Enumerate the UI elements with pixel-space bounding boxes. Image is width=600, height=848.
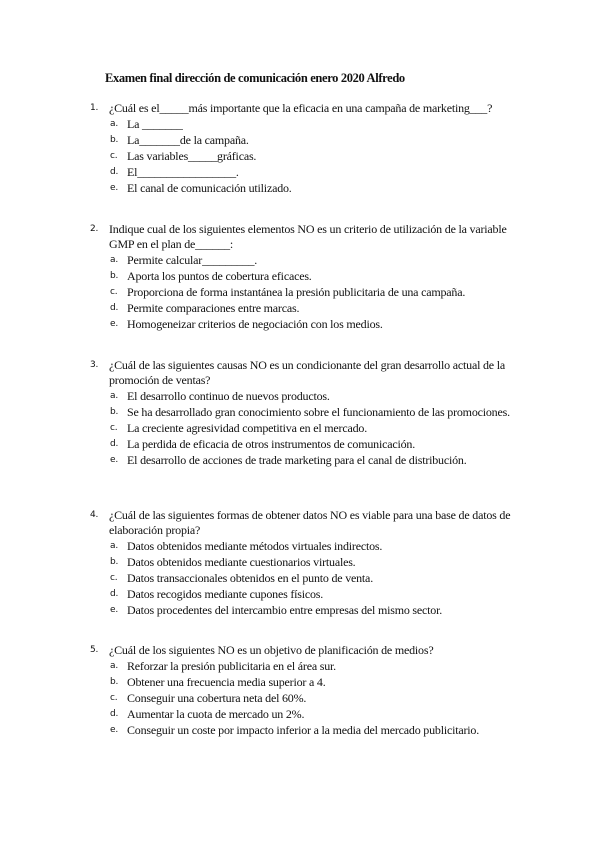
question-header <box>90 508 530 538</box>
question-header <box>90 643 530 658</box>
option-b <box>90 555 530 570</box>
question-header <box>90 222 530 252</box>
option-letter: b. <box>110 407 119 417</box>
option-letter: e. <box>110 319 118 329</box>
option-letter: a. <box>110 541 118 551</box>
option-letter: e. <box>110 725 118 735</box>
option-text: Datos obtenidos mediante métodos virtuales indirectos. <box>127 539 383 553</box>
option-b <box>90 675 530 690</box>
option-letter: e. <box>110 183 118 193</box>
option-c <box>90 571 530 586</box>
question-text: ¿Cuál de las siguientes causas NO es un condicionante del gran desarrollo actual de la promoción de ventas? <box>109 358 505 387</box>
option-text: El_________________. <box>127 165 239 179</box>
option-a <box>90 659 530 674</box>
option-a <box>90 389 530 404</box>
option-text: Conseguir un coste por impacto inferior a la media del mercado publicitario. <box>127 723 480 737</box>
question-2 <box>90 222 530 333</box>
option-b <box>90 269 530 284</box>
option-d <box>90 707 530 722</box>
option-e <box>90 723 530 738</box>
option-d <box>90 587 530 602</box>
option-letter: e. <box>110 455 118 465</box>
option-a <box>90 253 530 268</box>
option-list <box>90 539 530 618</box>
option-letter: c. <box>110 693 118 703</box>
option-letter: d. <box>110 303 119 313</box>
option-c <box>90 691 530 706</box>
option-b <box>90 405 530 420</box>
question-number: 5. <box>90 645 99 655</box>
option-text: La _______ <box>127 117 183 131</box>
option-text: Datos recogidos mediante cupones físicos. <box>127 587 324 601</box>
question-3 <box>90 358 530 469</box>
question-text: ¿Cuál es el_____más importante que la eficacia en una campaña de marketing___? <box>109 101 493 115</box>
option-letter: a. <box>110 255 118 265</box>
question-text: Indique cual de los siguientes elementos NO es un criterio de utilización de la variable GMP en el plan de______: <box>109 222 507 251</box>
option-list <box>90 389 530 468</box>
option-text: La creciente agresividad competitiva en el mercado. <box>127 421 368 435</box>
question-5 <box>90 643 530 739</box>
option-letter: a. <box>110 391 118 401</box>
option-letter: b. <box>110 557 119 567</box>
option-list <box>90 117 530 196</box>
option-e <box>90 317 530 332</box>
question-number: 3. <box>90 360 99 370</box>
option-text: Permite comparaciones entre marcas. <box>127 301 300 315</box>
option-a <box>90 539 530 554</box>
option-letter: c. <box>110 151 118 161</box>
option-letter: d. <box>110 167 119 177</box>
option-letter: a. <box>110 661 118 671</box>
question-number: 2. <box>90 224 99 234</box>
option-text: Reforzar la presión publicitaria en el área sur. <box>127 659 336 673</box>
option-d <box>90 437 530 452</box>
exam-title: Examen final dirección de comunicación enero 2020 Alfredo <box>105 71 405 85</box>
option-text: Obtener una frecuencia media superior a 4. <box>127 675 326 689</box>
question-1 <box>90 101 530 197</box>
option-a <box>90 117 530 132</box>
option-text: Datos obtenidos mediante cuestionarios virtuales. <box>127 555 356 569</box>
option-e <box>90 453 530 468</box>
option-text: Se ha desarrollado gran conocimiento sobre el funcionamiento de las promociones. <box>127 405 510 419</box>
option-e <box>90 181 530 196</box>
option-letter: d. <box>110 439 119 449</box>
option-text: La_______de la campaña. <box>127 133 249 147</box>
option-e <box>90 603 530 618</box>
question-number: 4. <box>90 510 99 520</box>
option-text: El desarrollo continuo de nuevos productos. <box>127 389 330 403</box>
option-letter: c. <box>110 287 118 297</box>
option-text: Proporciona de forma instantánea la presión publicitaria de una campaña. <box>127 285 466 299</box>
option-letter: c. <box>110 423 118 433</box>
option-letter: b. <box>110 271 119 281</box>
option-text: Conseguir una cobertura neta del 60%. <box>127 691 307 705</box>
option-letter: e. <box>110 605 118 615</box>
option-letter: b. <box>110 677 119 687</box>
option-c <box>90 285 530 300</box>
option-text: Homogeneizar criterios de negociación con los medios. <box>127 317 383 331</box>
option-c <box>90 149 530 164</box>
option-text: Datos transaccionales obtenidos en el punto de venta. <box>127 571 373 585</box>
question-text: ¿Cuál de los siguientes NO es un objetivo de planificación de medios? <box>109 643 434 657</box>
question-text: ¿Cuál de las siguientes formas de obtener datos NO es viable para una base de datos de elaboración propia? <box>109 508 511 537</box>
question-header <box>90 358 530 388</box>
option-text: La perdida de eficacia de otros instrumentos de comunicación. <box>127 437 416 451</box>
option-list <box>90 253 530 332</box>
option-b <box>90 133 530 148</box>
option-letter: a. <box>110 119 118 129</box>
question-number: 1. <box>90 103 99 113</box>
option-text: El canal de comunicación utilizado. <box>127 181 292 195</box>
option-text: Permite calcular_________. <box>127 253 258 267</box>
option-letter: c. <box>110 573 118 583</box>
option-d <box>90 165 530 180</box>
option-d <box>90 301 530 316</box>
option-text: Las variables_____gráficas. <box>127 149 257 163</box>
option-letter: b. <box>110 135 119 145</box>
option-text: Aumentar la cuota de mercado un 2%. <box>127 707 305 721</box>
option-text: Aporta los puntos de cobertura eficaces. <box>127 269 312 283</box>
option-text: El desarrollo de acciones de trade marketing para el canal de distribución. <box>127 453 467 467</box>
question-header <box>90 101 530 116</box>
question-4 <box>90 508 530 619</box>
option-c <box>90 421 530 436</box>
option-list <box>90 659 530 738</box>
option-text: Datos procedentes del intercambio entre empresas del mismo sector. <box>127 603 443 617</box>
option-letter: d. <box>110 589 119 599</box>
option-letter: d. <box>110 709 119 719</box>
